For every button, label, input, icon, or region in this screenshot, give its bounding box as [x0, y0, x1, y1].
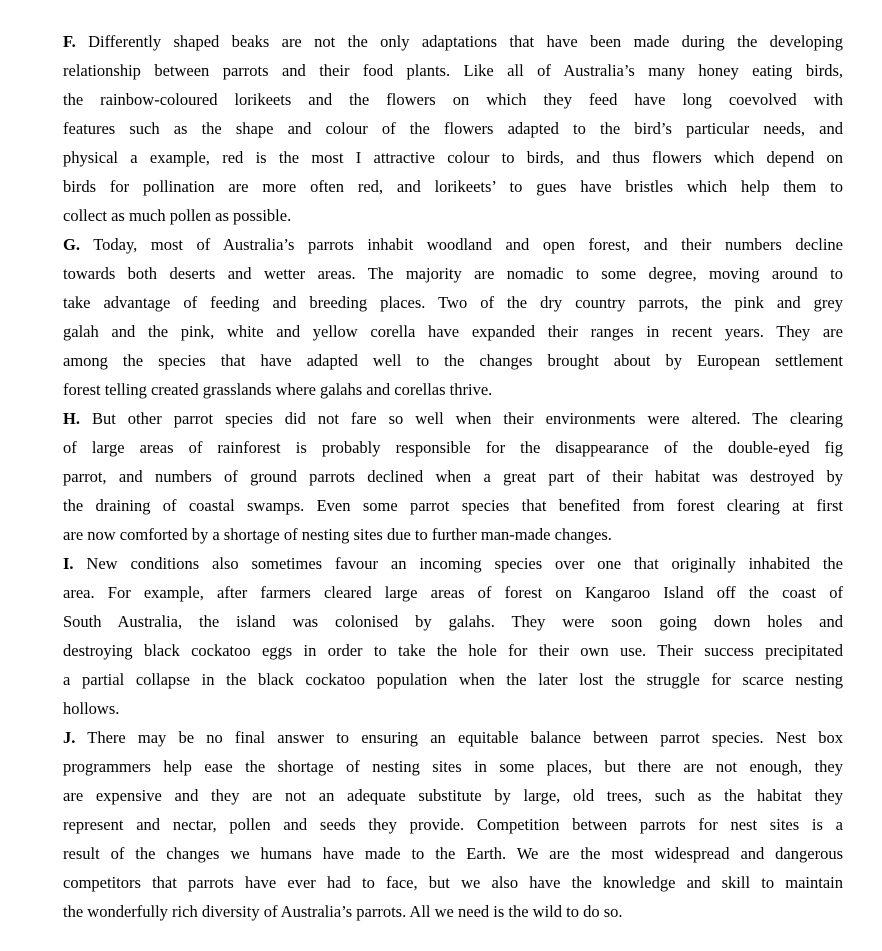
- paragraph-h: [63, 404, 843, 549]
- text-line: represent and nectar, pollen and seeds they provide. Competition between parrots for nest sites is a: [63, 815, 843, 834]
- text-line: are now comforted by a shortage of nesting sites due to further man-made changes.: [63, 525, 612, 544]
- paragraph-label: G.: [63, 235, 80, 254]
- text-line: of large areas of rainforest is probably responsible for the disappearance of the double-eyed fig: [63, 438, 843, 457]
- text-line: physical a example, red is the most I attractive colour to birds, and thus flowers which depend on: [63, 148, 843, 167]
- paragraph-label: I.: [63, 554, 74, 573]
- text-line: programmers help ease the shortage of nesting sites in some places, but there are not enough, they: [63, 757, 843, 776]
- text-line: F. Differently shaped beaks are not the only adaptations that have been made during the developing: [63, 32, 843, 51]
- text-line: are expensive and they are not an adequate substitute by large, old trees, such as the habitat they: [63, 786, 843, 805]
- text-line: J. There may be no final answer to ensuring an equitable balance between parrot species. Nest box: [63, 728, 843, 747]
- text-line: forest telling created grasslands where galahs and corellas thrive.: [63, 380, 493, 399]
- paragraph-i: [63, 549, 843, 723]
- text-line: a partial collapse in the black cockatoo population when the later lost the struggle for scarce nesting: [63, 670, 843, 689]
- text-line: birds for pollination are more often red, and lorikeets’ to gues have bristles which help them to: [63, 177, 843, 196]
- text-line: destroying black cockatoo eggs in order to take the hole for their own use. Their success precipitated: [63, 641, 843, 660]
- paragraph-j: [63, 723, 843, 926]
- paragraph-label: J.: [63, 728, 76, 747]
- text-line: features such as the shape and colour of the flowers adapted to the bird’s particular needs, and: [63, 119, 843, 138]
- text-line: area. For example, after farmers cleared large areas of forest on Kangaroo Island off the coast of: [63, 583, 843, 602]
- text-line: towards both deserts and wetter areas. The majority are nomadic to some degree, moving around to: [63, 264, 843, 283]
- text-line: collect as much pollen as possible.: [63, 206, 292, 225]
- paragraph-label: H.: [63, 409, 80, 428]
- text-line: relationship between parrots and their food plants. Like all of Australia’s many honey eating birds,: [63, 61, 843, 80]
- text-line: galah and the pink, white and yellow corella have expanded their ranges in recent years. They are: [63, 322, 843, 341]
- text-line: the wonderfully rich diversity of Australia’s parrots. All we need is the wild to do so.: [63, 902, 623, 921]
- paragraph-g: [63, 230, 843, 404]
- text-line: result of the changes we humans have made to the Earth. We are the most widespread and dangerous: [63, 844, 843, 863]
- text-line: the rainbow-coloured lorikeets and the flowers on which they feed have long coevolved with: [63, 90, 843, 109]
- text-line: the draining of coastal swamps. Even some parrot species that benefited from forest clearing at first: [63, 496, 843, 515]
- text-line: hollows.: [63, 699, 120, 718]
- text-line: South Australia, the island was colonised by galahs. They were soon going down holes and: [63, 612, 843, 631]
- text-line: I. New conditions also sometimes favour an incoming species over one that originally inhabited the: [63, 554, 843, 573]
- text-line: H. But other parrot species did not fare so well when their environments were altered. The clearing: [63, 409, 843, 428]
- text-line: take advantage of feeding and breeding places. Two of the dry country parrots, the pink and grey: [63, 293, 843, 312]
- text-line: parrot, and numbers of ground parrots declined when a great part of their habitat was destroyed by: [63, 467, 843, 486]
- text-line: competitors that parrots have ever had to face, but we also have the knowledge and skill to maintain: [63, 873, 843, 892]
- paragraph-f: [63, 27, 843, 230]
- text-line: among the species that have adapted well to the changes brought about by European settlement: [63, 351, 843, 370]
- text-line: G. Today, most of Australia’s parrots inhabit woodland and open forest, and their numbers decline: [63, 235, 843, 254]
- paragraph-label: F.: [63, 32, 76, 51]
